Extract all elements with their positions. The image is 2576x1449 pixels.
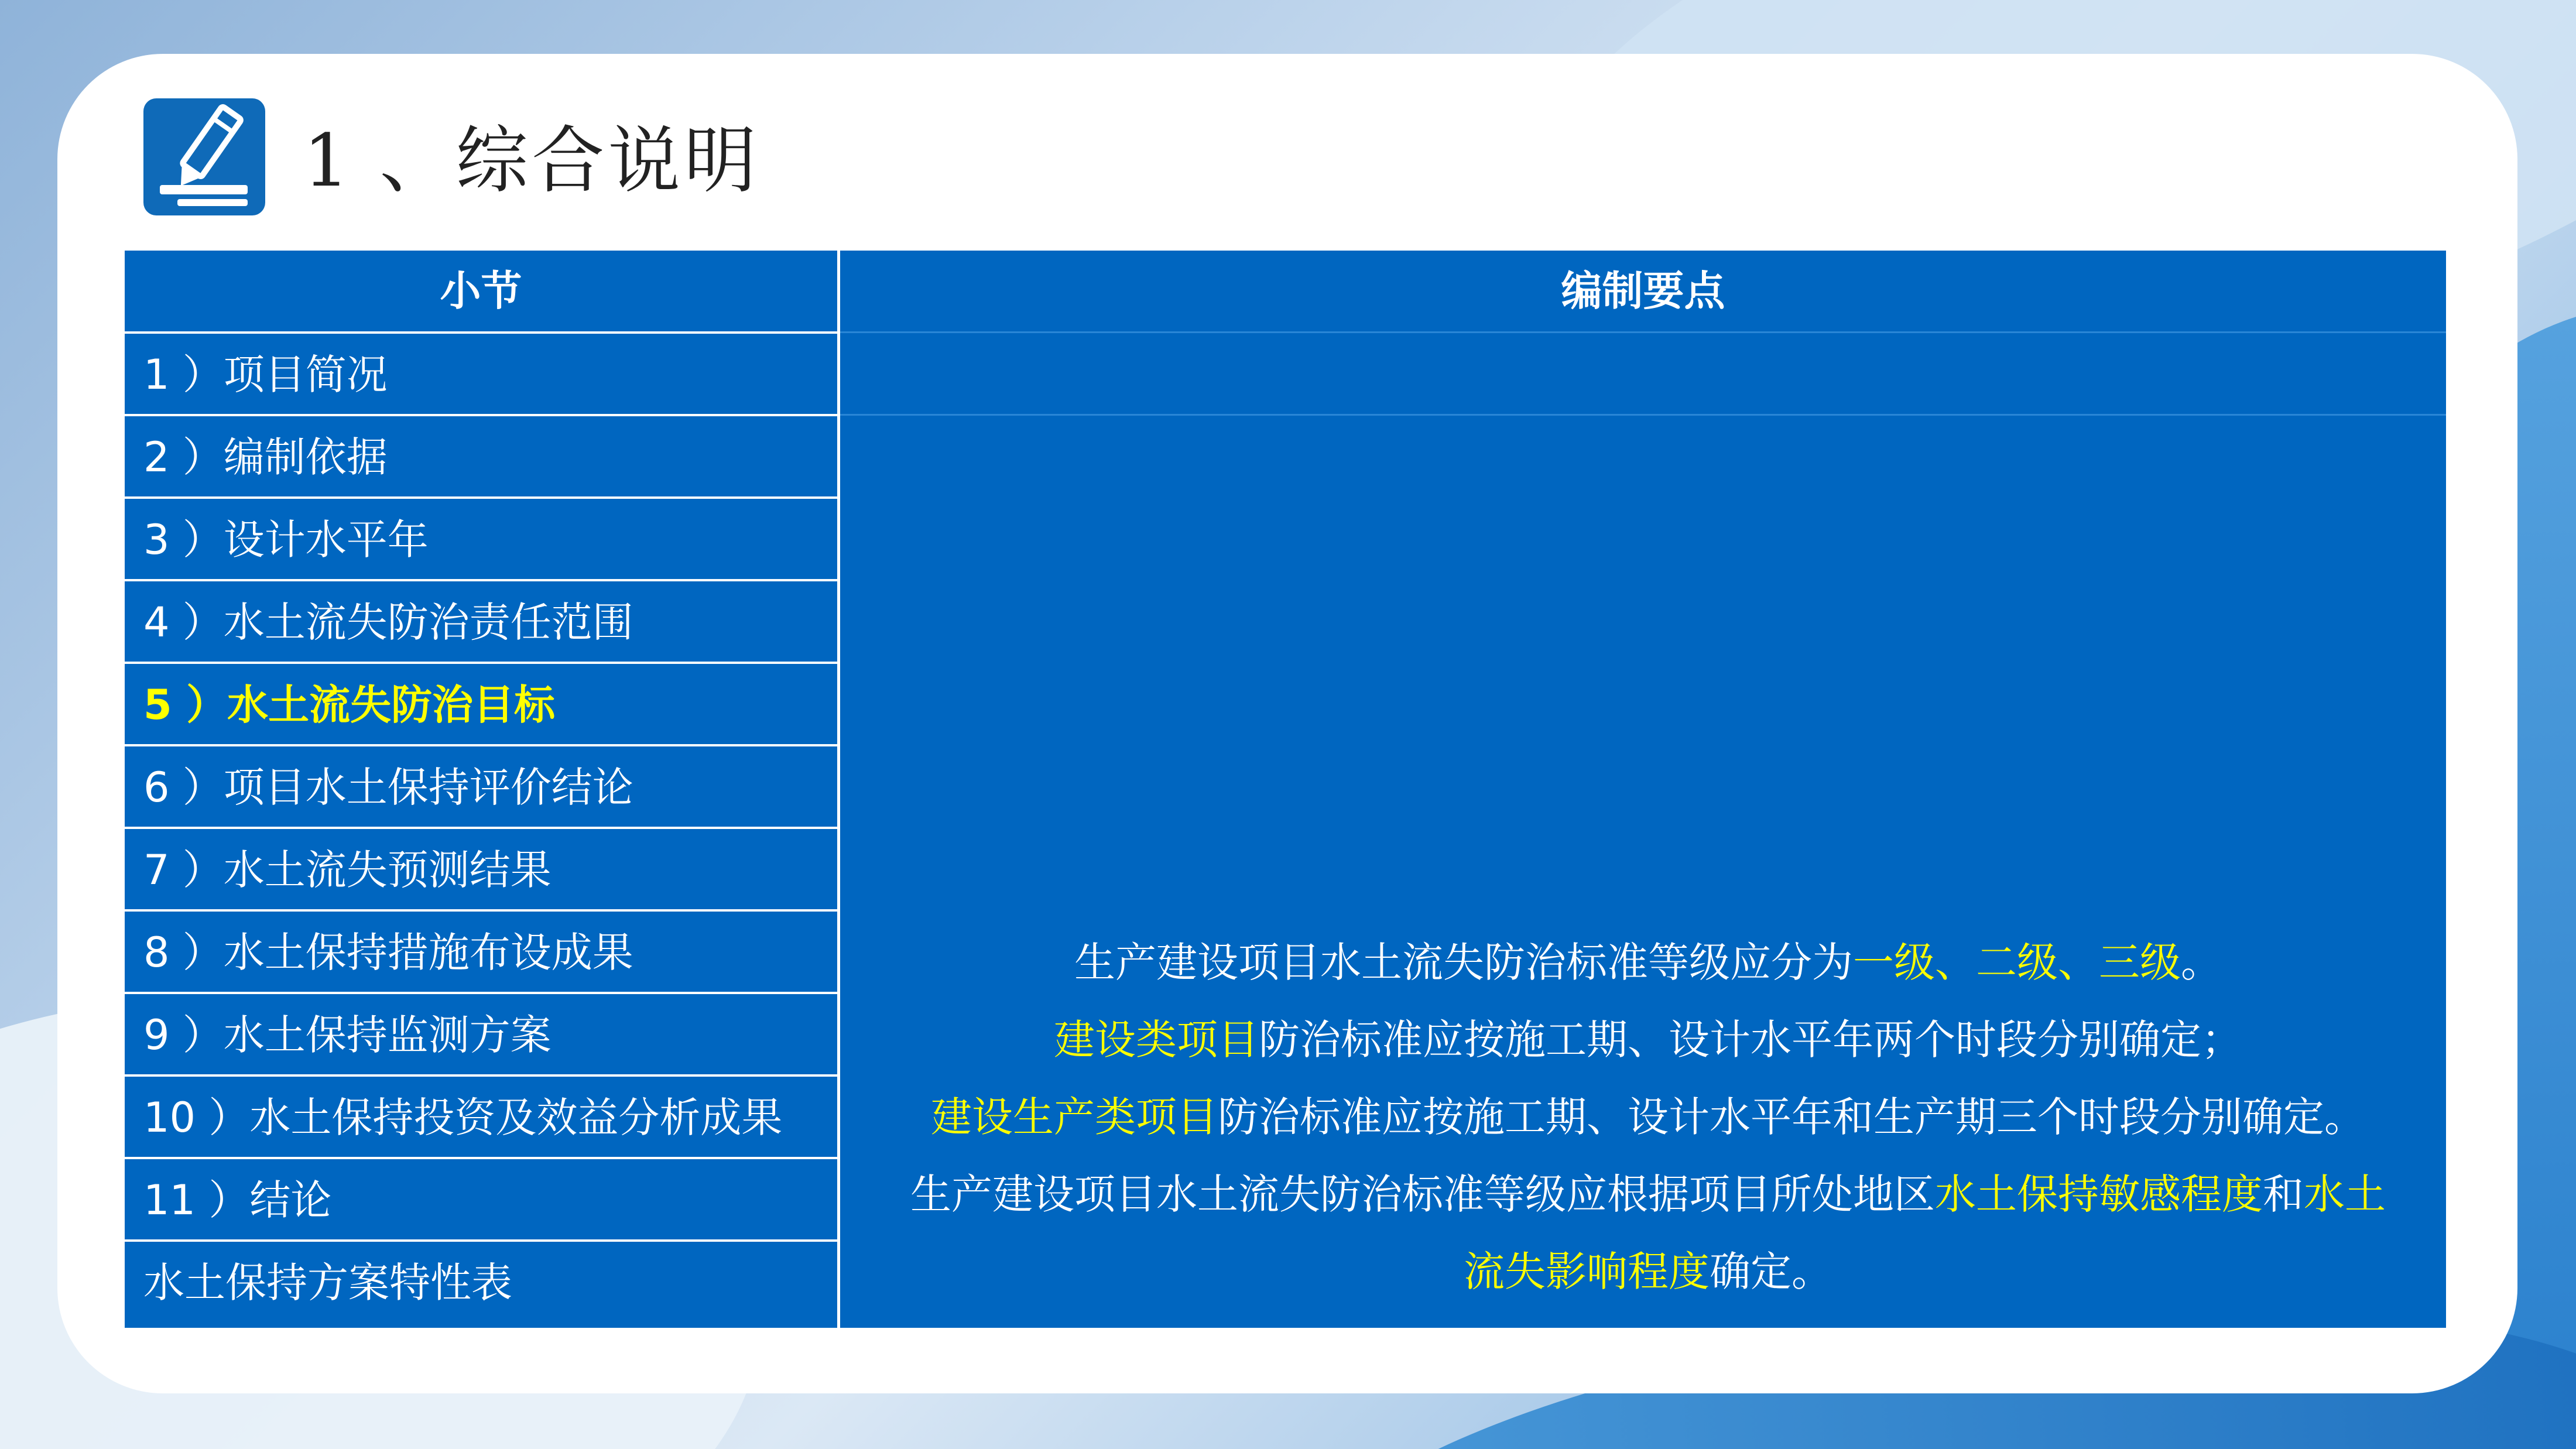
key-points-content: [864, 924, 2433, 1310]
table-row: 水土保持方案特性表: [125, 1239, 837, 1328]
header-section: 小节: [440, 267, 522, 315]
content-line-4: 生产建设项目水土流失防治标准等级应根据项目所处地区水土保持敏感程度和水土: [910, 1170, 2386, 1218]
row-divider: [840, 414, 2446, 416]
column-divider: [837, 251, 840, 1328]
table-row: 6 ）项目水土保持评价结论: [125, 744, 837, 827]
content-line-3: 建设生产类项目防治标准应按施工期、设计水平年和生产期三个时段分别确定。: [931, 1093, 2365, 1141]
table-row: 7 ）水土流失预测结果: [125, 827, 837, 909]
table-row: 1 ）项目简况: [125, 331, 837, 414]
table-row-active: 5 ）水土流失防治目标: [125, 662, 837, 744]
highlight-text: 流失影响程度: [1464, 1248, 1710, 1296]
table-row: 11 ）结论: [125, 1157, 837, 1239]
highlight-text: 水土: [2304, 1170, 2386, 1218]
table-row: 3 ）设计水平年: [125, 496, 837, 579]
page-title: 1 、综合说明: [303, 119, 761, 203]
section-column: [125, 251, 837, 1328]
header-key-points: 编制要点: [1561, 267, 1725, 315]
highlight-text: 建设类项目: [1054, 1016, 1259, 1064]
pencil-edit-icon: [143, 98, 265, 215]
content-line-2: 建设类项目防治标准应按施工期、设计水平年两个时段分别确定；: [1054, 1016, 2242, 1064]
highlight-text: 一级、二级、三级: [1853, 938, 2181, 986]
summary-table: [125, 251, 2446, 1328]
table-row: 9 ）水土保持监测方案: [125, 992, 837, 1074]
row-divider: [840, 331, 2446, 333]
table-row: 4 ）水土流失防治责任范围: [125, 579, 837, 662]
table-row: 10 ）水土保持投资及效益分析成果: [125, 1074, 837, 1157]
highlight-text: 水土保持敏感程度: [1935, 1170, 2263, 1218]
table-row: 8 ）水土保持措施布设成果: [125, 909, 837, 992]
content-line-1: 生产建设项目水土流失防治标准等级应分为一级、二级、三级。: [1074, 938, 2222, 986]
table-row: 2 ）编制依据: [125, 414, 837, 496]
content-line-5: 流失影响程度确定。: [1464, 1248, 1832, 1296]
highlight-text: 建设生产类项目: [931, 1093, 1218, 1141]
